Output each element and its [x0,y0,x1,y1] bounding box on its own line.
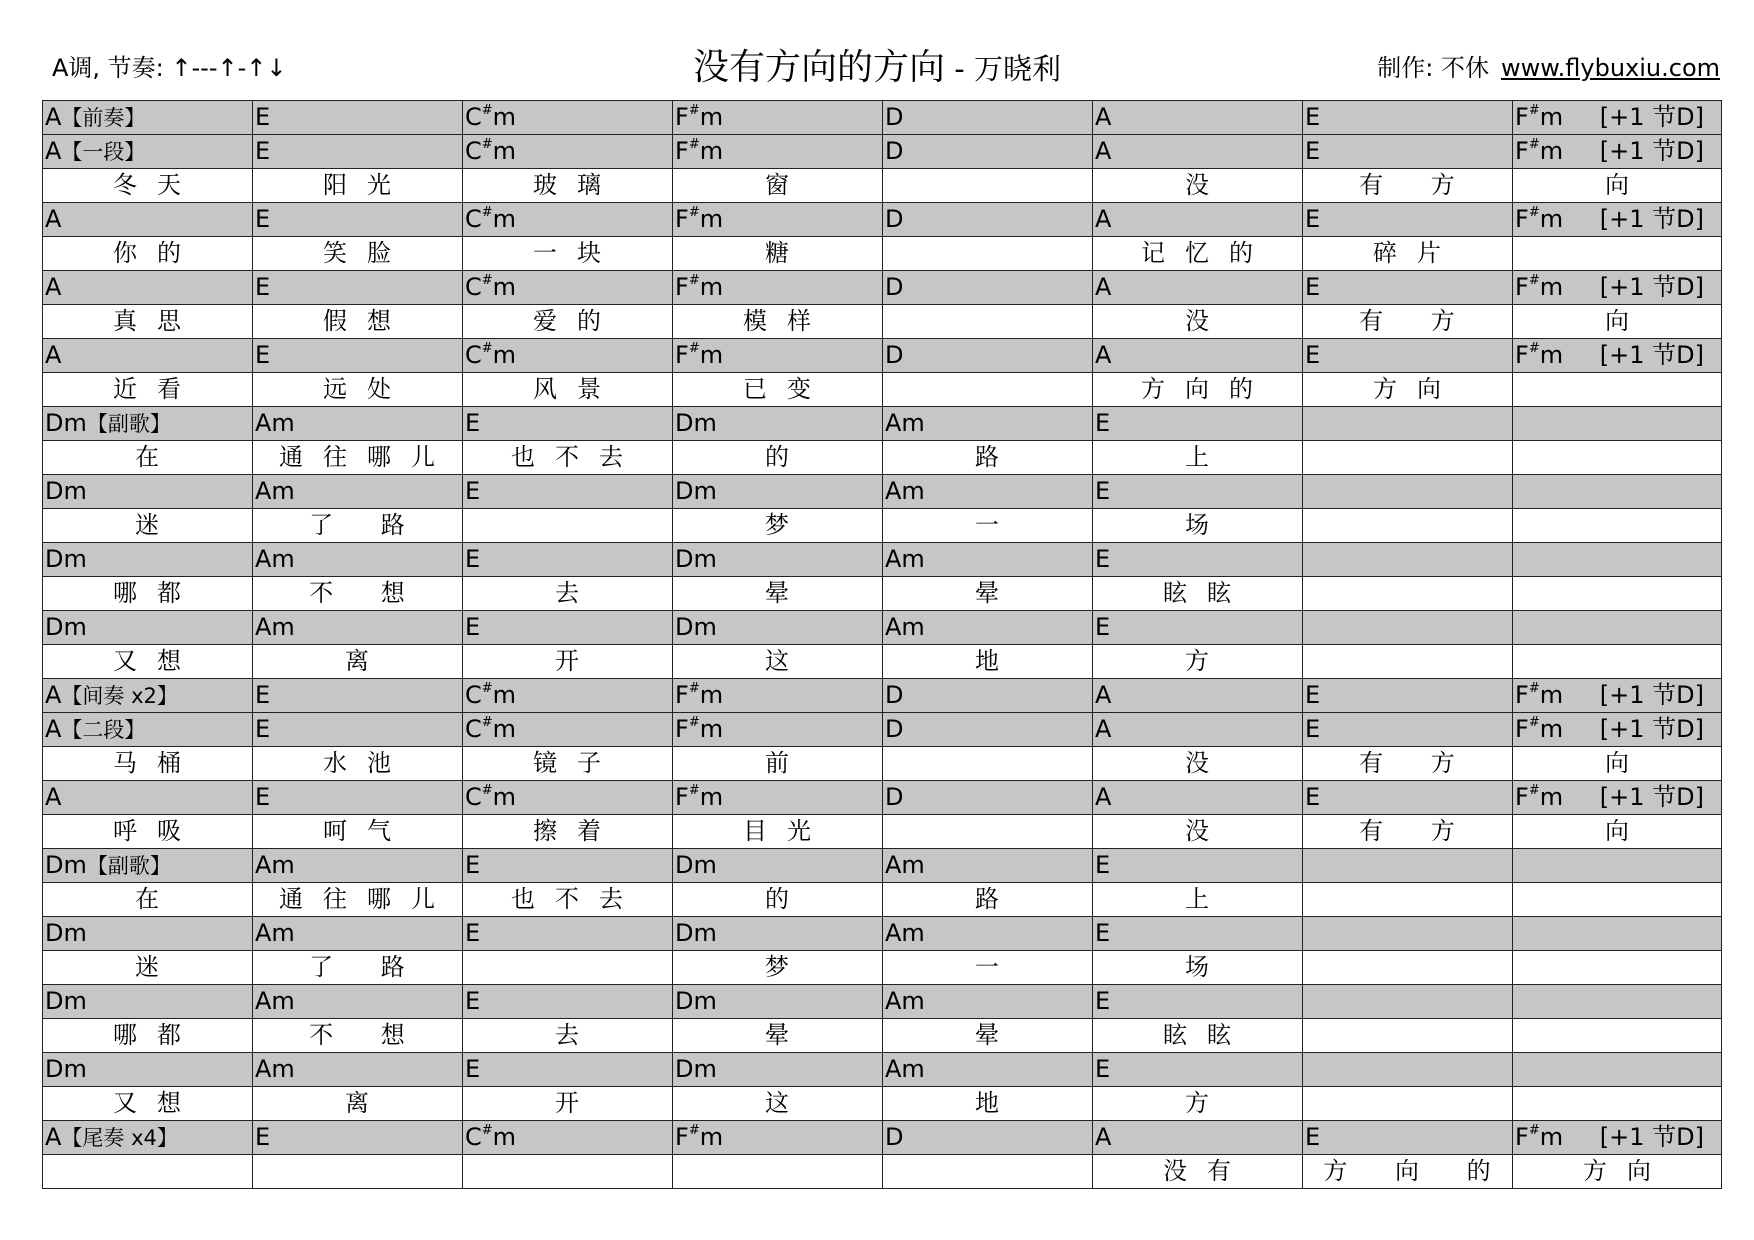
lyric-cell [882,372,1092,406]
lyric-cell: 马桶 [113,749,201,777]
lyric-cell: 又想 [113,647,201,675]
chord-cell: Am [885,409,925,437]
chord-cell: D [885,341,904,369]
chord-cell: Dm [675,1055,717,1083]
chord-cell: E [465,409,481,437]
lyric-cell: 上 [1185,443,1229,471]
chord-cell: A【一段】 [45,137,146,165]
lyric-cell: 有 方 [1359,307,1475,335]
lyric-cell [1302,950,1512,984]
lyric-cell [1302,644,1512,678]
chord-cell: Dm [675,851,717,879]
lyric-cell: 真思 [113,307,201,335]
lyric-cell [1302,882,1512,916]
lyric-cell: 不 想 [309,579,425,607]
chord-cell: Am [885,613,925,641]
lyric-cell [1512,644,1722,678]
chord-cell: E [465,851,481,879]
chord-cell: Dm [675,613,717,641]
chord-cell: F#m [675,137,724,165]
chord-cell: E [465,545,481,573]
chord-cell: E [1305,783,1321,811]
measure-note: [+1 节D] [1599,341,1704,369]
grid-hline [42,1188,1722,1189]
chord-cell: E [465,613,481,641]
chord-cell: E [1095,851,1111,879]
chord-cell: F#m [675,273,724,301]
chord-cell: A【间奏 x2】 [45,681,178,709]
chord-cell: Am [255,851,295,879]
chord-cell: E [1095,545,1111,573]
chord-cell: E [1305,205,1321,233]
lyric-cell: 擦着 [533,817,621,845]
lyric-cell: 迷 [135,511,179,539]
chord-cell: E [465,987,481,1015]
lyric-cell: 的 [765,443,809,471]
chord-cell: Am [885,987,925,1015]
chord-cell: Am [255,545,295,573]
lyric-cell: 阳光 [323,171,411,199]
lyric-cell: 糖 [765,239,809,267]
lyric-cell: 离 [345,647,389,675]
lyric-cell: 场 [1185,511,1229,539]
chord-cell [1302,542,1512,576]
lyric-cell: 向 [1605,817,1649,845]
lyric-cell [1302,440,1512,474]
chord-cell: E [255,783,271,811]
chord-cell: Am [885,919,925,947]
chord-cell: E [255,205,271,233]
lyric-cell [462,1154,672,1188]
chord-cell: E [255,137,271,165]
chord-cell: E [1095,409,1111,437]
chord-cell: Dm [45,545,87,573]
chord-cell: E [1095,919,1111,947]
chord-cell: Am [255,477,295,505]
title-separator: - [945,52,974,86]
chord-cell: C#m [465,1123,517,1151]
chord-cell: Am [255,1055,295,1083]
chord-cell: C#m [465,103,517,131]
lyric-cell [1512,508,1722,542]
chord-cell: C#m [465,273,517,301]
measure-note: [+1 节D] [1599,273,1704,301]
chord-cell: Dm [45,613,87,641]
measure-note: [+1 节D] [1599,103,1704,131]
lyric-cell: 通往哪儿 [279,885,455,913]
lyric-cell: 眩眩 [1163,579,1251,607]
chord-cell: A【尾奏 x4】 [45,1123,178,1151]
chord-cell: D [885,681,904,709]
chord-cell: C#m [465,137,517,165]
chord-cell: F#m [+1 节D] [1512,270,1722,304]
lyric-cell: 方向的 [1141,375,1273,403]
lyric-cell: 笑脸 [323,239,411,267]
lyric-cell: 路 [975,443,1019,471]
lyric-cell [252,1154,462,1188]
lyric-cell: 没 [1185,749,1229,777]
chord-cell: F#m [675,103,724,131]
lyric-cell: 一 [975,511,1019,539]
lyric-cell: 去 [555,579,599,607]
chord-cell: F#m [+1 节D] [1512,338,1722,372]
grid-vline [1092,100,1093,1188]
chord-cell: A [1095,341,1112,369]
lyric-cell [882,1154,1092,1188]
chord-cell: A【二段】 [45,715,146,743]
lyric-cell [882,814,1092,848]
chord-cell: D [885,103,904,131]
chord-cell: Dm【副歌】 [45,409,171,437]
chord-cell: A [1095,715,1112,743]
chord-cell [1512,610,1722,644]
chord-cell [1512,474,1722,508]
chord-cell: E [1305,273,1321,301]
lyric-cell: 向 [1605,171,1649,199]
lyric-cell [1512,236,1722,270]
chord-cell: D [885,715,904,743]
chord-cell [1512,406,1722,440]
lyric-cell: 一块 [533,239,621,267]
lyric-cell [1302,1086,1512,1120]
lyric-cell: 梦 [765,953,809,981]
chord-cell: E [1095,987,1111,1015]
chord-cell: E [465,477,481,505]
chord-cell: Am [255,919,295,947]
chord-cell: E [1305,715,1321,743]
chord-cell: Dm【副歌】 [45,851,171,879]
lyric-cell: 有 方 [1359,749,1475,777]
lyric-cell: 开 [555,1089,599,1117]
lyric-cell: 在 [135,885,179,913]
lyric-cell: 冬天 [113,171,201,199]
chord-cell: F#m [675,783,724,811]
lyric-cell: 呵气 [323,817,411,845]
chord-cell: D [885,783,904,811]
lyric-cell: 近看 [113,375,201,403]
lyric-cell: 呼吸 [113,817,201,845]
grid-vline [462,100,463,1188]
lyric-cell [672,1154,882,1188]
lyric-cell: 在 [135,443,179,471]
lyric-cell: 地 [975,647,1019,675]
chord-cell: E [1305,103,1321,131]
lyric-cell: 没 [1185,171,1229,199]
chord-cell [1302,406,1512,440]
chord-cell: F#m [+1 节D] [1512,678,1722,712]
lyric-cell: 不 想 [309,1021,425,1049]
chord-cell: E [255,715,271,743]
lyric-cell [1302,1018,1512,1052]
chord-cell: Am [255,987,295,1015]
lyric-cell: 迷 [135,953,179,981]
lyric-cell [1512,882,1722,916]
lyric-cell: 离 [345,1089,389,1117]
lyric-cell: 有 方 [1359,171,1475,199]
chord-cell: D [885,1123,904,1151]
chord-cell: Dm [45,919,87,947]
chord-cell: A [1095,681,1112,709]
lyric-cell: 这 [765,1089,809,1117]
chord-cell [1512,848,1722,882]
chord-cell: C#m [465,715,517,743]
lyric-cell: 你的 [113,239,201,267]
chord-cell: E [255,103,271,131]
chord-cell: C#m [465,341,517,369]
chord-cell: F#m [+1 节D] [1512,134,1722,168]
lyric-cell: 远处 [323,375,411,403]
lyric-cell: 向 [1605,749,1649,777]
grid-vline [1721,100,1722,1188]
chord-cell: E [1095,613,1111,641]
chord-cell: F#m [675,1123,724,1151]
grid-vline [1512,100,1513,1188]
chord-cell: Dm [675,987,717,1015]
lyric-cell [1512,372,1722,406]
lyric-cell: 开 [555,647,599,675]
lyric-cell [882,304,1092,338]
lyric-cell: 目光 [743,817,831,845]
measure-note: [+1 节D] [1599,715,1704,743]
lyric-cell: 梦 [765,511,809,539]
grid-vline [42,100,43,1188]
lyric-cell: 没有 [1163,1157,1251,1185]
lyric-cell: 的 [765,885,809,913]
lyric-cell: 场 [1185,953,1229,981]
lyric-cell [42,1154,252,1188]
lyric-cell: 晕 [765,1021,809,1049]
chord-cell: F#m [+1 节D] [1512,202,1722,236]
credit-label: 制作: 不休 [1377,54,1489,82]
lyric-cell: 向 [1605,307,1649,335]
chord-cell: D [885,137,904,165]
chord-cell [1512,1052,1722,1086]
lyric-cell: 方 向 的 [1323,1157,1511,1185]
chord-cell: A [45,273,62,301]
lyric-cell: 假想 [323,307,411,335]
lyric-cell: 去 [555,1021,599,1049]
grid-vline [252,100,253,1188]
measure-note: [+1 节D] [1599,205,1704,233]
lyric-cell: 也不去 [511,443,643,471]
chord-cell: A [1095,1123,1112,1151]
chord-cell: F#m [675,681,724,709]
chord-cell: F#m [+1 节D] [1512,780,1722,814]
chord-cell: Dm [675,409,717,437]
chord-cell: Dm [45,477,87,505]
chord-cell: F#m [675,341,724,369]
measure-note: [+1 节D] [1599,783,1704,811]
chord-cell: D [885,273,904,301]
chord-cell: F#m [+1 节D] [1512,712,1722,746]
lyric-cell [1302,508,1512,542]
grid-vline [1302,100,1303,1188]
lyric-cell: 路 [975,885,1019,913]
chord-cell: A [45,341,62,369]
chord-cell: E [1095,1055,1111,1083]
grid-vline [672,100,673,1188]
lyric-cell: 眩眩 [1163,1021,1251,1049]
lyric-cell [1512,1086,1722,1120]
chord-cell: E [255,341,271,369]
chord-cell: A [45,205,62,233]
chord-cell: D [885,205,904,233]
lyric-cell [1512,950,1722,984]
measure-note: [+1 节D] [1599,681,1704,709]
chord-cell: A [1095,273,1112,301]
chord-cell: Am [255,613,295,641]
lyric-cell: 了 路 [309,511,425,539]
chord-cell: Dm [675,545,717,573]
lyric-cell: 方 [1185,1089,1229,1117]
chord-cell: E [1305,137,1321,165]
chord-cell: C#m [465,783,517,811]
credit-line [1377,48,1720,88]
lyric-cell: 一 [975,953,1019,981]
chord-cell [1512,916,1722,950]
lyric-cell: 方 [1185,647,1229,675]
chord-cell: A【前奏】 [45,103,146,131]
artist-name: 万晓利 [973,52,1061,86]
chord-cell: C#m [465,205,517,233]
chord-cell: E [465,919,481,947]
lyric-cell: 模样 [743,307,831,335]
lyric-cell [1512,576,1722,610]
chord-cell: A [1095,103,1112,131]
chord-cell [1512,984,1722,1018]
lyric-cell [882,236,1092,270]
lyric-cell: 了 路 [309,953,425,981]
chord-cell: F#m [675,205,724,233]
chord-cell: Dm [675,477,717,505]
lyric-cell: 晕 [765,579,809,607]
chord-cell: A [1095,137,1112,165]
lyric-cell: 前 [765,749,809,777]
lyric-cell [462,950,672,984]
chord-cell: F#m [675,715,724,743]
song-title: 没有方向的方向 [693,47,946,88]
measure-note: [+1 节D] [1599,1123,1704,1151]
chord-cell: Am [885,1055,925,1083]
lyric-cell: 通往哪儿 [279,443,455,471]
lyric-cell: 晕 [975,1021,1019,1049]
chord-cell: A [45,783,62,811]
chord-cell: F#m [+1 节D] [1512,1120,1722,1154]
chord-cell: Am [885,545,925,573]
lyric-cell [462,508,672,542]
key-rhythm-label: A调, 节奏: ↑---↑-↑↓ [52,54,287,82]
lyric-cell: 碎片 [1373,239,1461,267]
grid-vline [882,100,883,1188]
chord-cell: C#m [465,681,517,709]
chord-cell [1302,474,1512,508]
chord-cell: Am [885,477,925,505]
chord-cell [1512,542,1722,576]
chord-cell: Dm [675,919,717,947]
lyric-cell: 有 方 [1359,817,1475,845]
chord-cell: E [465,1055,481,1083]
lyric-cell: 水池 [323,749,411,777]
chord-sheet-table [42,100,1722,1185]
lyric-cell: 哪都 [113,579,201,607]
chord-cell: E [255,681,271,709]
lyric-cell: 窗 [765,171,809,199]
lyric-cell: 方向 [1583,1157,1671,1185]
lyric-cell: 方向 [1373,375,1461,403]
lyric-cell: 晕 [975,579,1019,607]
chord-cell: Dm [45,1055,87,1083]
chord-cell [1302,848,1512,882]
chord-cell: E [1305,341,1321,369]
chord-cell: Am [255,409,295,437]
lyric-cell: 没 [1185,817,1229,845]
chord-cell: E [1305,1123,1321,1151]
lyric-cell [1302,576,1512,610]
lyric-cell: 地 [975,1089,1019,1117]
chord-cell [1302,916,1512,950]
measure-note: [+1 节D] [1599,137,1704,165]
lyric-cell: 也不去 [511,885,643,913]
chord-cell [1302,984,1512,1018]
lyric-cell: 风景 [533,375,621,403]
chord-cell [1302,610,1512,644]
lyric-cell [882,746,1092,780]
lyric-cell: 哪都 [113,1021,201,1049]
lyric-cell: 这 [765,647,809,675]
site-link[interactable]: www.flybuxiu.com [1500,54,1720,82]
chord-cell: E [1305,681,1321,709]
chord-cell: E [255,1123,271,1151]
lyric-cell: 玻璃 [533,171,621,199]
chord-cell: E [1095,477,1111,505]
chord-cell: F#m [+1 节D] [1512,100,1722,134]
chord-cell: Am [885,851,925,879]
lyric-cell: 记忆的 [1141,239,1273,267]
lyric-cell: 爱的 [533,307,621,335]
lyric-cell: 已变 [743,375,831,403]
lyric-cell: 又想 [113,1089,201,1117]
chord-cell: A [1095,205,1112,233]
chord-cell: Dm [45,987,87,1015]
chord-cell: E [255,273,271,301]
lyric-cell [1512,1018,1722,1052]
lyric-cell: 上 [1185,885,1229,913]
lyric-cell: 没 [1185,307,1229,335]
chord-cell: A [1095,783,1112,811]
chord-cell [1302,1052,1512,1086]
lyric-cell: 镜子 [533,749,621,777]
lyric-cell [882,168,1092,202]
lyric-cell [1512,440,1722,474]
